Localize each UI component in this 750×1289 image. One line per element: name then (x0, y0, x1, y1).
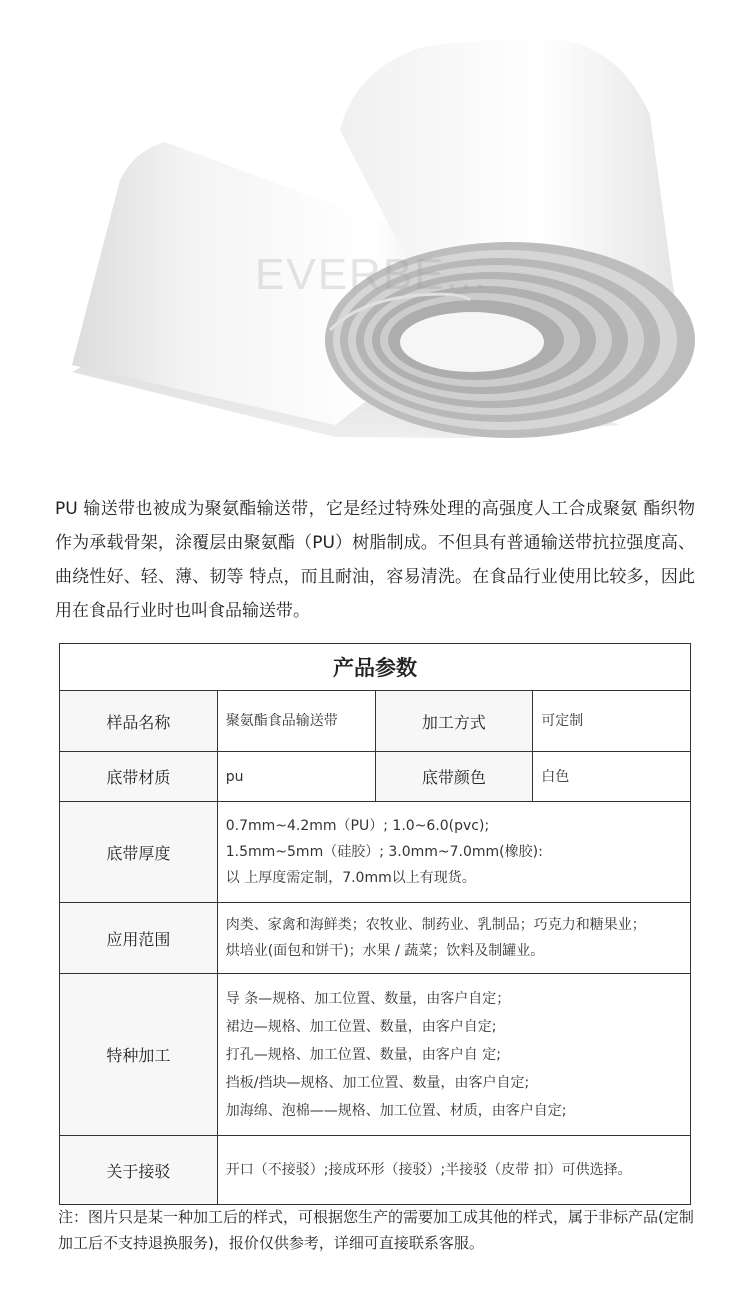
base-color-label: 底带颜色 (375, 752, 533, 802)
thickness-line: 1.5mm~5mm（硅胶）; 3.0mm~7.0mm(橡胶): (225, 844, 543, 860)
application-value (217, 903, 690, 974)
joint-value: 开口（不接驳）;接成环形（接驳）;半接驳（皮带 扣）可供选择。 (217, 1136, 690, 1205)
product-parameters-table (59, 643, 691, 1205)
product-description: PU 输送带也被成为聚氨酯输送带，它是经过特殊处理的高强度人工合成聚氨 酯织物作为承载骨架，涂覆层由聚氨酯（PU）树脂制成。不但具有普通输送带抗拉强度高、曲绕性好、轻、薄、韧等 特点，而且耐油，容易清洗。在食品行业使用比较多，因此用在食品行业时也叫食品输送带。 (55, 499, 695, 621)
special-processing-label: 特种加工 (60, 974, 218, 1136)
table-title: 产品参数 (60, 644, 691, 691)
table-row (60, 974, 691, 1136)
base-material-value: pu (217, 752, 375, 802)
thickness-line: 以 上厚度需定制，7.0mm以上有现货。 (225, 870, 476, 886)
joint-label: 关于接驳 (60, 1136, 218, 1205)
application-line: 肉类、家禽和海鲜类；农牧业、制药业、乳制品；巧克力和糖果业； (225, 917, 646, 933)
processing-line: 裙边—规格、加工位置、数量，由客户自定; (225, 1018, 497, 1035)
thickness-line: 0.7mm~4.2mm（PU）; 1.0~6.0(pvc); (225, 818, 490, 834)
sample-name-label: 样品名称 (60, 691, 218, 752)
belt-roll-icon (0, 0, 750, 470)
processing-line: 打孔—规格、加工位置、数量，由客户自 定; (225, 1046, 501, 1063)
processing-method-value: 可定制 (533, 691, 691, 752)
thickness-value (217, 802, 690, 903)
special-processing-value (217, 974, 690, 1136)
watermark-text: EVERBE... (255, 250, 489, 299)
product-hero-image (0, 0, 750, 470)
table-row (60, 691, 691, 752)
base-color-value: 白色 (533, 752, 691, 802)
processing-line: 导 条—规格、加工位置、数量，由客户自定； (225, 990, 511, 1007)
base-material-label: 底带材质 (60, 752, 218, 802)
table-row (60, 1136, 691, 1205)
sample-name-value: 聚氨酯食品输送带 (217, 691, 375, 752)
application-label: 应用范围 (60, 903, 218, 974)
processing-method-label: 加工方式 (375, 691, 533, 752)
application-line: 烘培业(面包和饼干)；水果 / 蔬菜；饮料及制罐业。 (225, 943, 545, 959)
table-row (60, 752, 691, 802)
thickness-label: 底带厚度 (60, 802, 218, 903)
table-row (60, 903, 691, 974)
disclaimer-note: 注：图片只是某一种加工后的样式，可根据您生产的需要加工成其他的样式，属于非标产品(定制加工后不支持退换服务)，报价仅供参考，详细可直接联系客服。 (58, 1208, 694, 1252)
processing-line: 加海绵、泡棉——规格、加工位置、材质，由客户自定; (225, 1102, 567, 1119)
processing-line: 挡板/挡块—规格、加工位置、数量，由客户自定; (225, 1074, 530, 1091)
table-row (60, 802, 691, 903)
